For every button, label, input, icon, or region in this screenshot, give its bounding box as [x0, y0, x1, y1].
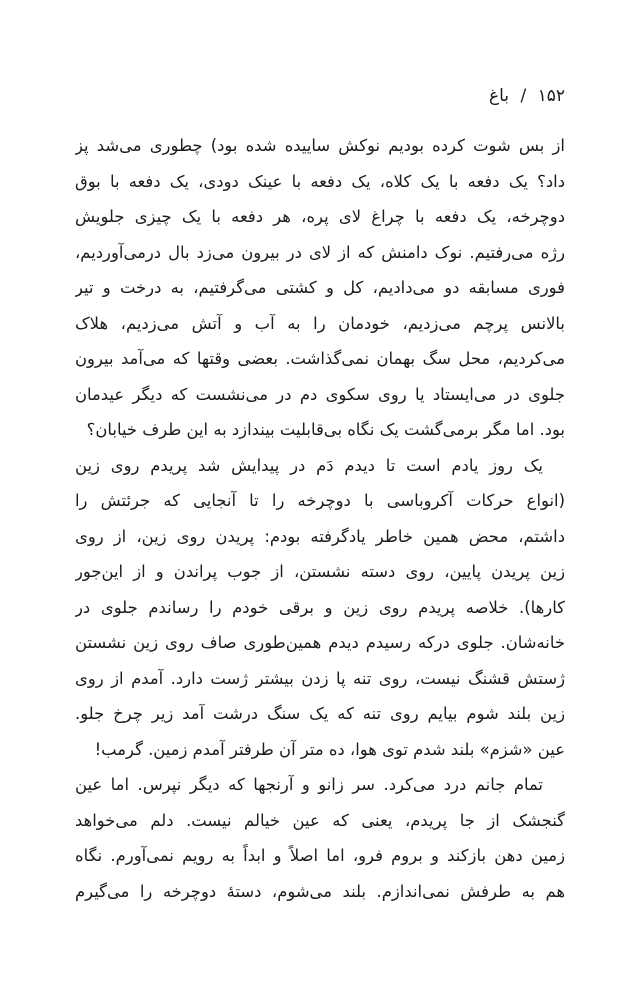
text-line: هم به طرفش نمی‌اندازم. بلند می‌شوم، دستهٔ دوچرخه را می‌گیرم [75, 881, 565, 901]
text-line: ژستش قشنگ نیست، روی تنه پا زدن بیشتر ژست دارد. آمدم از روی [75, 668, 565, 688]
text-line: داشتم، محض همین خاطر یادگرفته بودم: پریدن روی زین، از روی [75, 526, 565, 546]
text-line: (انواع حرکات آکروباسی با دوچرخه را تا آنجایی که جرئتش را [75, 491, 565, 510]
page-number: ۱۵۲ [537, 86, 565, 106]
text-line: خانه‌شان. جلوی درکه رسیدم دیدم همین‌طوری صاف روی زین نشستن [75, 633, 565, 652]
text-line: از بس شوت کرده بودیم نوکش ساییده شده بود) چطوری می‌شد پز [75, 136, 565, 155]
text-line: بالانس پرچم می‌زدیم، خودمان را به آب و آتش می‌زدیم، هلاک [75, 313, 565, 333]
text-line: زین بلند شوم بیایم روی تنه که یک سنگ درشت آمد زیر چرخ جلو. [75, 704, 565, 723]
text-line: زمین دهن بازکند و بروم فرو، اما اصلاً و ابداً به رویم نمی‌آورم. نگاه [75, 846, 565, 865]
text-line: رژه می‌رفتیم. نوک دامنش که از لای در بیرون می‌زد بال درمی‌آوردیم، [75, 242, 565, 262]
text-line: می‌کردیم، محل سگ بهمان نمی‌گذاشت. بعضی وقتها که می‌آمد بیرون [75, 349, 565, 368]
text-line: فوری مسابقه دو می‌دادیم، کل و کشتی می‌گرفتیم، به درخت و تیر [75, 278, 565, 297]
text-line: زین پریدن پایین، روی دسته نشستن، از جوب پراندن و از این‌جور [75, 562, 565, 581]
running-header [483, 86, 565, 106]
header-separator: / [520, 86, 527, 106]
text-line: عین «شزم» بلند شدم توی هوا، ده متر آن طرفتر آمدم زمین. گرمب! [94, 739, 565, 759]
text-line: کارها). خلاصه پریدم روی زین و برقی خودم را رساندم جلوی در [75, 597, 565, 617]
text-line: تمام جانم درد می‌کرد. سر زانو و آرنجها که دیگر نپرس. اما عین [75, 775, 543, 794]
text-line: دوچرخه، یک دفعه با چراغ لای پره، هر دفعه با یک چیزی جلویش [75, 207, 565, 226]
chapter-title: باغ [488, 86, 510, 106]
text-line: داد؟ یک دفعه با یک کلاه، یک دفعه با عینک دودی، یک دفعه با بوق [75, 171, 565, 191]
text-line: گنجشک از جا پریدم، یعنی که عین خیالم نیست. دلم می‌خواهد [75, 810, 565, 830]
text-line: یک روز یادم است تا دیدم دَم در پیدایش شد پریدم روی زین [75, 455, 543, 475]
text-line: جلوی در می‌ایستاد یا روی سکوی دم در می‌نشست که دیگر عیدمان [75, 384, 565, 404]
text-line: بود. اما مگر برمی‌گشت یک نگاه بی‌قابلیت بیندازد به این طرف خیابان؟ [86, 420, 565, 439]
body-text [75, 128, 565, 909]
